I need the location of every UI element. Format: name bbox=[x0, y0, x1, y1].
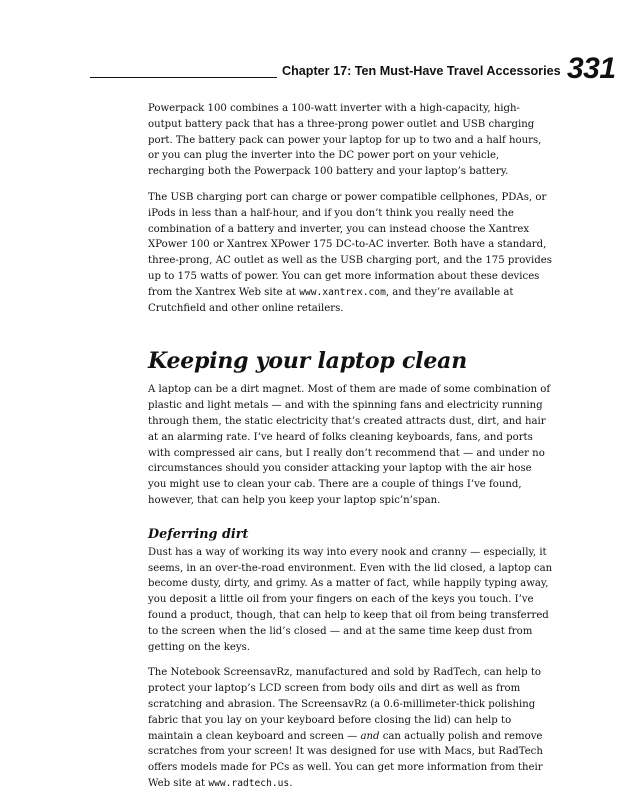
paragraph-text: can actually polish and remove scratches from your screen! It was designed for use with Macs, but RadTech offers models made for PCs as well. You can get more information from their Web site at bbox=[148, 730, 543, 789]
paragraph-screensavrz bbox=[148, 665, 553, 791]
paragraph-text: , and they’re available at Crutchfield and other online retailers. bbox=[148, 286, 514, 314]
paragraph-text: The USB charging port can charge or power compatible cellphones, PDAs, or iPods in less than a half-hour, and if you don’t think you really need the combination of a battery and inverter, you can instead choose the Xantrex XPower 100 or Xantrex XPower 175 DC-to-AC inverter. Both have a standard, three-prong, AC outlet as well as the USB charging port, and the 175 provides up to 175 watts of power. You can get more information about these devices from the Xantrex Web site at bbox=[148, 191, 552, 298]
header-rule bbox=[90, 77, 277, 78]
emphasis-and: and bbox=[360, 730, 380, 742]
paragraph-usb-charging bbox=[148, 190, 553, 316]
paragraph-dust: Dust has a way of working its way into every nook and cranny — especially, it seems, in an over-the-road environment. Even with the lid closed, a laptop can become dusty, dirty, and grimy. As a matter of fact, while happily typing away, you deposit a little oil from your fingers on each of the keys you touch. I’ve found a product, though, that can help to keep that oil from being transferred to the screen when the lid’s closed — and at the same time keep dust from getting on the keys. bbox=[148, 546, 553, 653]
page-number: 331 bbox=[567, 52, 616, 85]
paragraph-text: The Notebook ScreensavRz, manufactured and sold by RadTech, can help to protect your laptop’s LCD screen from body oils and dirt as well as from scratching and abrasion. The ScreensavRz (a 0.6-millimeter-thick polishing fabric that you lay on your keyboard before closing the lid) can help to maintain a clean keyboard and screen — bbox=[148, 667, 542, 742]
chapter-title: Chapter 17: Ten Must-Have Travel Accessories bbox=[282, 64, 561, 78]
paragraph-powerpack: Powerpack 100 combines a 100-watt inverter with a high-capacity, high-output battery pack that has a three-prong power outlet and USB charging port. The battery pack can power your laptop for up to two and a half hours, or you can plug the inverter into the DC power port on your vehicle, recharging both the Powerpack 100 battery and your laptop’s battery. bbox=[148, 103, 542, 178]
radtech-url-link[interactable]: www.radtech.us bbox=[208, 777, 290, 789]
paragraph-dirt-magnet: A laptop can be a dirt magnet. Most of them are made of some combination of plastic and light metals — and with the spinning fans and electricity running through them, the static electricity that’s created attracts dust, dirt, and hair at an alarming rate. I’ve heard of folks cleaning keyboards, fans, and ports with compressed air cans, but I really don’t recommend that — and under no circumstances should you consider attacking your laptop with the air hose you might use to clean your cab. There are a couple of things I’ve found, however, that can help you keep your laptop spic’n’span. bbox=[148, 384, 551, 506]
section-heading-keeping-laptop-clean: Keeping your laptop clean bbox=[148, 348, 467, 375]
page-body bbox=[148, 101, 553, 792]
xantrex-url-link[interactable]: www.xantrex.com bbox=[299, 286, 386, 298]
paragraph-text: . bbox=[289, 777, 293, 789]
subsection-heading-deferring-dirt: Deferring dirt bbox=[148, 526, 249, 542]
